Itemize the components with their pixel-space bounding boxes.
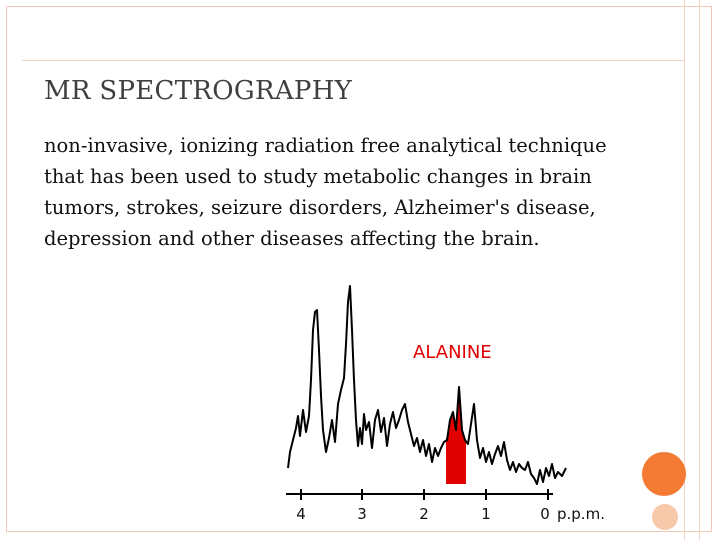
decorative-orange-circle [642,452,686,496]
slide-side-rail [684,0,700,540]
spectrum-trace [288,286,566,484]
slide-body-text: non-invasive, ionizing radiation free analytical technique that has been used to study metabolic changes in brain tumors, strokes, seizure disorders, Alzheimer's disease, depression and other diseases affecting the brain. [44,134,607,250]
axis-tick-label: 1 [481,505,491,523]
alanine-label: ALANINE [413,342,492,363]
axis-tick-label: 0 [540,505,550,523]
axis-tick-label: 4 [296,505,306,523]
title-divider [22,60,684,61]
axis-tick-label: 2 [419,505,429,523]
slide-title: MR SPECTROGRAPHY [44,76,353,106]
mr-spectrum-figure [250,270,630,540]
axis-tick-label: 3 [357,505,367,523]
decorative-peach-circle [652,504,678,530]
axis-unit-label: p.p.m. [557,505,605,523]
